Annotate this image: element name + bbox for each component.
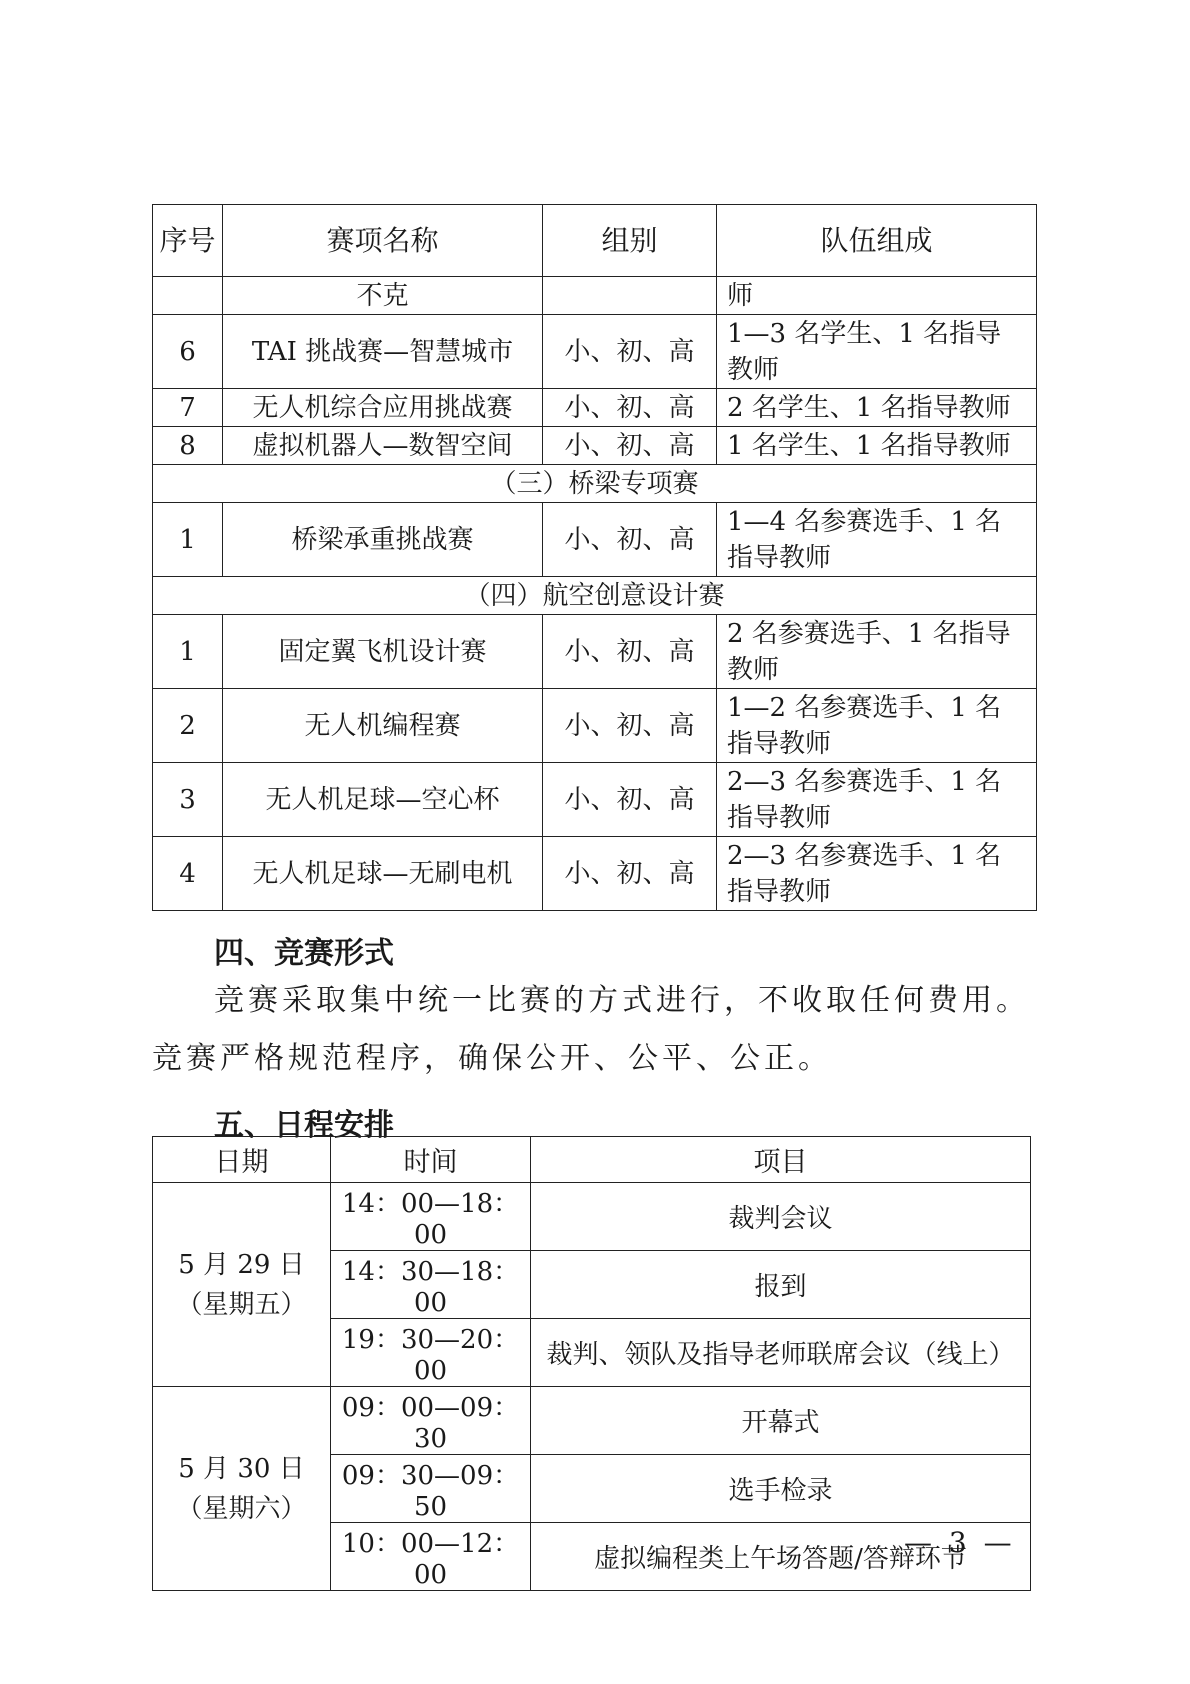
table-row: [153, 503, 1037, 577]
table-row: [153, 763, 1037, 837]
table-row: [153, 315, 1037, 389]
serial-cell: 7: [153, 389, 223, 427]
header-serial: 序号: [153, 205, 223, 277]
team-cell: 2 名参赛选手、1 名指导教师: [717, 615, 1037, 689]
item-cell: 开幕式: [531, 1387, 1031, 1455]
schedule-row: [153, 1183, 1031, 1251]
serial-cell: 1: [153, 503, 223, 577]
event-name-cell: TAI 挑战赛—智慧城市: [223, 315, 543, 389]
table-row: [153, 837, 1037, 911]
page-number: — 3 —: [904, 1526, 1016, 1559]
item-cell: 裁判、领队及指导老师联席会议（线上）: [531, 1319, 1031, 1387]
section-row: [153, 465, 1037, 503]
schedule-row: [153, 1387, 1031, 1455]
event-name-cell: 桥梁承重挑战赛: [223, 503, 543, 577]
section-title-bridge: （三）桥梁专项赛: [153, 465, 1037, 503]
date-cell: [153, 1387, 331, 1591]
group-cell: 小、初、高: [543, 389, 717, 427]
format-paragraph: 竞赛采取集中统一比赛的方式进行，不收取任何费用。竞赛严格规范程序，确保公开、公平、公正。: [152, 983, 1030, 1076]
serial-cell: 6: [153, 315, 223, 389]
table-row: [153, 615, 1037, 689]
event-name-cell: 无人机编程赛: [223, 689, 543, 763]
group-cell: 小、初、高: [543, 763, 717, 837]
table-row: [153, 389, 1037, 427]
header-date: 日期: [153, 1137, 331, 1183]
header-group: 组别: [543, 205, 717, 277]
continued-row: [153, 277, 1037, 315]
group-cell: 小、初、高: [543, 315, 717, 389]
serial-cell: 2: [153, 689, 223, 763]
schedule-header-row: [153, 1137, 1031, 1183]
item-cell: 报到: [531, 1251, 1031, 1319]
table-row: [153, 689, 1037, 763]
date-text: 5 月 30 日: [178, 1453, 305, 1484]
serial-cell: 4: [153, 837, 223, 911]
serial-cell: 1: [153, 615, 223, 689]
time-cell: 14：00—18：00: [331, 1183, 531, 1251]
team-cell: 师: [717, 277, 1037, 315]
team-cell: 2—3 名参赛选手、1 名指导教师: [717, 837, 1037, 911]
table-row: [153, 427, 1037, 465]
header-item: 项目: [531, 1137, 1031, 1183]
header-time: 时间: [331, 1137, 531, 1183]
team-cell: 1—2 名参赛选手、1 名指导教师: [717, 689, 1037, 763]
time-cell: 14：30—18：00: [331, 1251, 531, 1319]
header-event-name: 赛项名称: [223, 205, 543, 277]
section-title-aviation: （四）航空创意设计赛: [153, 577, 1037, 615]
team-cell: 1—3 名学生、1 名指导教师: [717, 315, 1037, 389]
time-cell: 09：30—09：50: [331, 1455, 531, 1523]
events-header-row: [153, 205, 1037, 277]
event-name-cell: 无人机足球—无刷电机: [223, 837, 543, 911]
team-cell: 2—3 名参赛选手、1 名指导教师: [717, 763, 1037, 837]
header-team: 队伍组成: [717, 205, 1037, 277]
section-row: [153, 577, 1037, 615]
event-name-cell: 不克: [223, 277, 543, 315]
serial-cell: 8: [153, 427, 223, 465]
item-cell: 选手检录: [531, 1455, 1031, 1523]
time-cell: 09：00—09：30: [331, 1387, 531, 1455]
schedule-table: [152, 1136, 1031, 1591]
weekday-text: （星期六）: [176, 1493, 307, 1524]
event-name-cell: 固定翼飞机设计赛: [223, 615, 543, 689]
team-cell: 1 名学生、1 名指导教师: [717, 427, 1037, 465]
serial-cell: [153, 277, 223, 315]
group-cell: 小、初、高: [543, 837, 717, 911]
event-name-cell: 虚拟机器人—数智空间: [223, 427, 543, 465]
group-cell: [543, 277, 717, 315]
group-cell: 小、初、高: [543, 503, 717, 577]
item-cell: 虚拟编程类上午场答题/答辩环节: [531, 1523, 1031, 1591]
weekday-text: （星期五）: [176, 1289, 307, 1320]
section-heading-format: 四、竞赛形式: [214, 936, 394, 971]
date-cell: [153, 1183, 331, 1387]
event-name-cell: 无人机足球—空心杯: [223, 763, 543, 837]
team-cell: 2 名学生、1 名指导教师: [717, 389, 1037, 427]
group-cell: 小、初、高: [543, 427, 717, 465]
date-text: 5 月 29 日: [178, 1249, 305, 1280]
group-cell: 小、初、高: [543, 689, 717, 763]
team-cell: 1—4 名参赛选手、1 名指导教师: [717, 503, 1037, 577]
group-cell: 小、初、高: [543, 615, 717, 689]
serial-cell: 3: [153, 763, 223, 837]
event-name-cell: 无人机综合应用挑战赛: [223, 389, 543, 427]
time-cell: 19：30—20：00: [331, 1319, 531, 1387]
section-heading-schedule: 五、日程安排: [214, 1108, 394, 1143]
item-cell: 裁判会议: [531, 1183, 1031, 1251]
events-table: [152, 204, 1037, 911]
time-cell: 10：00—12：00: [331, 1523, 531, 1591]
